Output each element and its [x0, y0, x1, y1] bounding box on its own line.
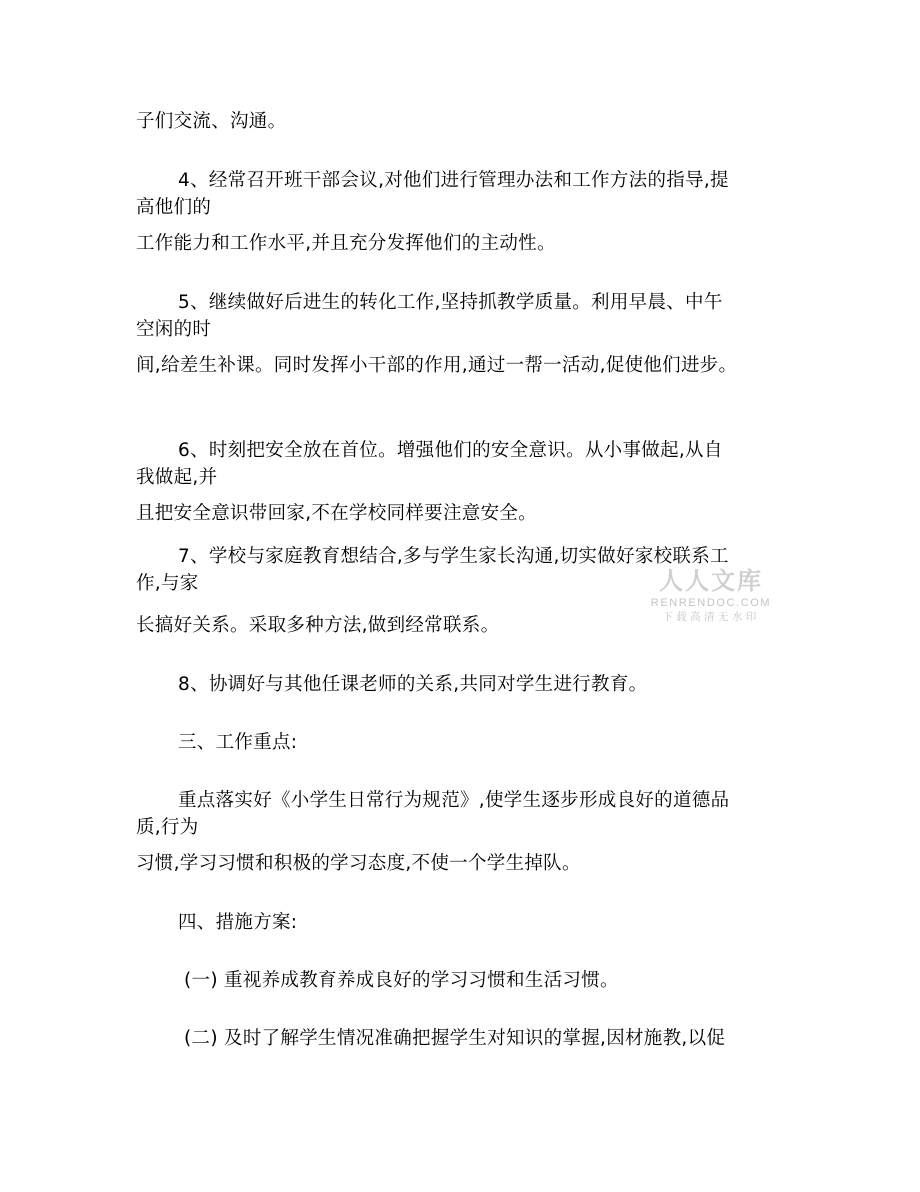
- text-line: 间,给差生补课。同时发挥小干部的作用,通过一帮一活动,促使他们进步。: [136, 355, 738, 376]
- watermark-subtitle: 下载高清无水印: [662, 611, 760, 623]
- text-line: 工作能力和工作水平,并且充分发挥他们的主动性。: [136, 233, 556, 254]
- text-line: 子们交流、沟通。: [136, 111, 287, 132]
- watermark-logo: [648, 566, 774, 624]
- text-line: 4、经常召开班干部会议,对他们进行管理办法和工作方法的指导,提: [178, 170, 729, 191]
- text-line: 8、协调好与其他任课老师的关系,共同对学生进行教育。: [178, 674, 648, 695]
- section-heading: 三、工作重点:: [178, 732, 298, 753]
- text-line: 空闲的时: [136, 319, 212, 340]
- text-line: 质,行为: [136, 817, 199, 838]
- watermark-title: 人人文库: [659, 567, 763, 595]
- text-line: 作,与家: [136, 573, 199, 594]
- text-line: 重点落实好《小学生日常行为规范》,使学生逐步形成良好的道德品: [178, 790, 730, 811]
- section-heading: 四、措施方案:: [178, 912, 298, 933]
- text-line: 7、学校与家庭教育想结合,多与学生家长沟通,切实做好家校联系工: [178, 546, 729, 567]
- text-line: 6、时刻把安全放在首位。增强他们的安全意识。从小事做起,从自: [178, 440, 723, 461]
- text-line: (一) 重视养成教育养成良好的学习习惯和生活习惯。: [184, 970, 619, 991]
- text-line: 习惯,学习习惯和积极的学习态度,不使一个学生掉队。: [136, 853, 581, 874]
- text-line: 我做起,并: [136, 467, 218, 488]
- text-line: 长搞好关系。采取多种方法,做到经常联系。: [136, 615, 500, 636]
- text-line: (二) 及时了解学生情况准确把握学生对知识的掌握,因材施教,以促: [184, 1028, 726, 1049]
- text-line: 且把安全意识带回家,不在学校同样要注意安全。: [136, 503, 537, 524]
- text-line: 5、继续做好后进生的转化工作,坚持抓教学质量。利用早晨、中午: [178, 292, 723, 313]
- text-line: 高他们的: [136, 197, 212, 218]
- watermark-domain: RENRENDOC.COM: [650, 597, 772, 609]
